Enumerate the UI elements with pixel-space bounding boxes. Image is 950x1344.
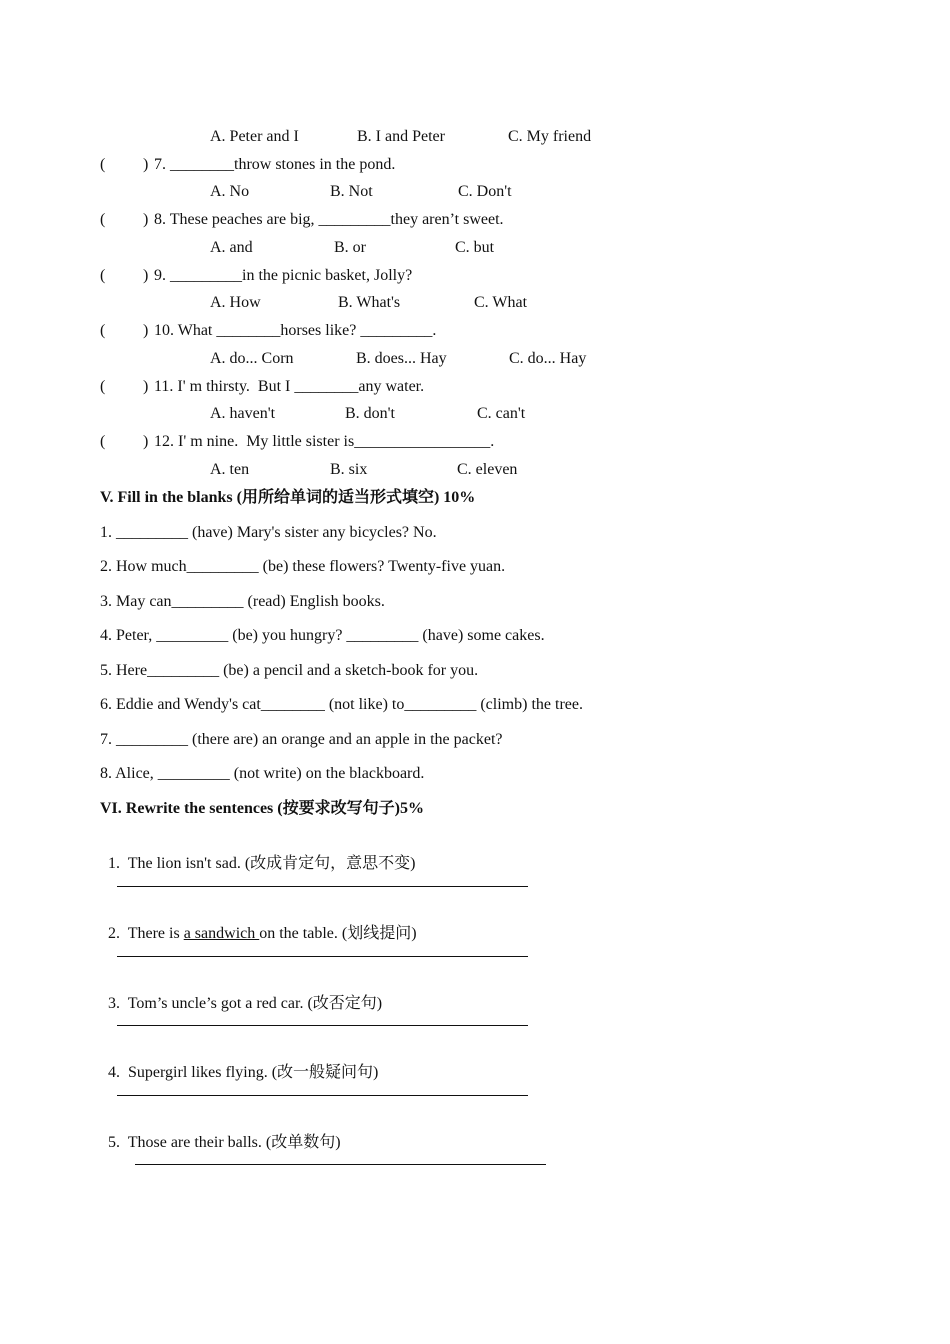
rewrite-item-2-text-before: There is <box>127 925 184 942</box>
q7-close-paren: ) <box>143 156 149 173</box>
rewrite-item-4-text: Supergirl likes flying. (改一般疑问句) <box>128 1064 379 1081</box>
q12-text: 12. I' m nine. My little sister is_________________. <box>154 433 495 450</box>
q11-open-paren: ( <box>100 378 106 395</box>
q9-option-a: A. How <box>210 294 261 311</box>
rewrite-item-2-number: 2. <box>108 925 120 942</box>
section5-title: V. Fill in the blanks (用所给单词的适当形式填空) 10% <box>100 489 476 506</box>
rewrite-item-5-number: 5. <box>108 1134 120 1151</box>
q8-text: 8. These peaches are big, _________they aren’t sweet. <box>154 211 504 228</box>
q9-option-b: B. What's <box>338 294 401 311</box>
q7-option-c: C. Don't <box>458 183 512 200</box>
rewrite-item-3-text: Tom’s uncle’s got a red car. (改否定句) <box>127 995 383 1012</box>
q9-close-paren: ) <box>143 267 149 284</box>
q7-option-b: B. Not <box>330 183 373 200</box>
q8-open-paren: ( <box>100 211 106 228</box>
section5-item-7: 7. _________ (there are) an orange and an apple in the packet? <box>100 731 503 748</box>
answer-line-5[interactable] <box>135 1164 546 1165</box>
section5-item-4: 4. Peter, _________ (be) you hungry? _________ (have) some cakes. <box>100 627 545 644</box>
q10-option-b: B. does... Hay <box>356 350 447 367</box>
q6-option-c: C. My friend <box>508 128 592 145</box>
rewrite-item-1 <box>100 834 415 874</box>
q8-option-a: A. and <box>210 239 253 256</box>
rewrite-item-3-number: 3. <box>108 995 120 1012</box>
rewrite-item-4-number: 4. <box>108 1064 120 1081</box>
rewrite-item-2 <box>100 904 417 944</box>
answer-line-3[interactable] <box>117 1025 528 1026</box>
q8-option-c: C. but <box>455 239 495 256</box>
answer-line-2[interactable] <box>117 956 528 957</box>
rewrite-item-1-text: The lion isn't sad. (改成肯定句，意思不变) <box>127 855 416 872</box>
answer-line-1[interactable] <box>117 886 528 887</box>
rewrite-item-4 <box>100 1043 378 1083</box>
q12-close-paren: ) <box>143 433 149 450</box>
section5-item-3: 3. May can_________ (read) English books. <box>100 593 385 610</box>
q10-open-paren: ( <box>100 322 106 339</box>
q11-option-c: C. can't <box>477 405 526 422</box>
q7-open-paren: ( <box>100 156 106 173</box>
q10-close-paren: ) <box>143 322 149 339</box>
q10-option-a: A. do... Corn <box>210 350 294 367</box>
q9-text: 9. _________in the picnic basket, Jolly? <box>154 267 413 284</box>
q11-option-b: B. don't <box>345 405 395 422</box>
q7-option-a: A. No <box>210 183 250 200</box>
q11-text: 11. I' m thirsty. But I ________any water. <box>154 378 425 395</box>
rewrite-item-2-text-after: on the table. (划线提问) <box>259 925 417 942</box>
section5-item-2: 2. How much_________ (be) these flowers? Twenty-five yuan. <box>100 558 506 575</box>
q12-option-a: A. ten <box>210 461 250 478</box>
section5-item-1: 1. _________ (have) Mary's sister any bicycles? No. <box>100 524 437 541</box>
q10-option-c: C. do... Hay <box>509 350 587 367</box>
q12-option-b: B. six <box>330 461 368 478</box>
rewrite-item-2-underlined: a sandwich <box>183 925 260 942</box>
q12-option-c: C. eleven <box>457 461 518 478</box>
q8-option-b: B. or <box>334 239 366 256</box>
q12-open-paren: ( <box>100 433 106 450</box>
q7-text: 7. ________throw stones in the pond. <box>154 156 396 173</box>
rewrite-item-1-number: 1. <box>108 855 120 872</box>
q10-text: 10. What ________horses like? _________. <box>154 322 437 339</box>
section6-title: VI. Rewrite the sentences (按要求改写句子)5% <box>100 800 424 817</box>
q8-close-paren: ) <box>143 211 149 228</box>
rewrite-item-5 <box>100 1113 341 1153</box>
section5-item-5: 5. Here_________ (be) a pencil and a sketch-book for you. <box>100 662 479 679</box>
q6-option-b: B. I and Peter <box>357 128 445 145</box>
section5-item-8: 8. Alice, _________ (not write) on the blackboard. <box>100 765 425 782</box>
q9-open-paren: ( <box>100 267 106 284</box>
q6-option-a: A. Peter and I <box>210 128 299 145</box>
rewrite-item-5-text: Those are their balls. (改单数句) <box>127 1134 341 1151</box>
q11-close-paren: ) <box>143 378 149 395</box>
q9-option-c: C. What <box>474 294 528 311</box>
q11-option-a: A. haven't <box>210 405 276 422</box>
answer-line-4[interactable] <box>117 1095 528 1096</box>
section5-item-6: 6. Eddie and Wendy's cat________ (not like) to_________ (climb) the tree. <box>100 696 583 713</box>
rewrite-item-3 <box>100 974 382 1014</box>
